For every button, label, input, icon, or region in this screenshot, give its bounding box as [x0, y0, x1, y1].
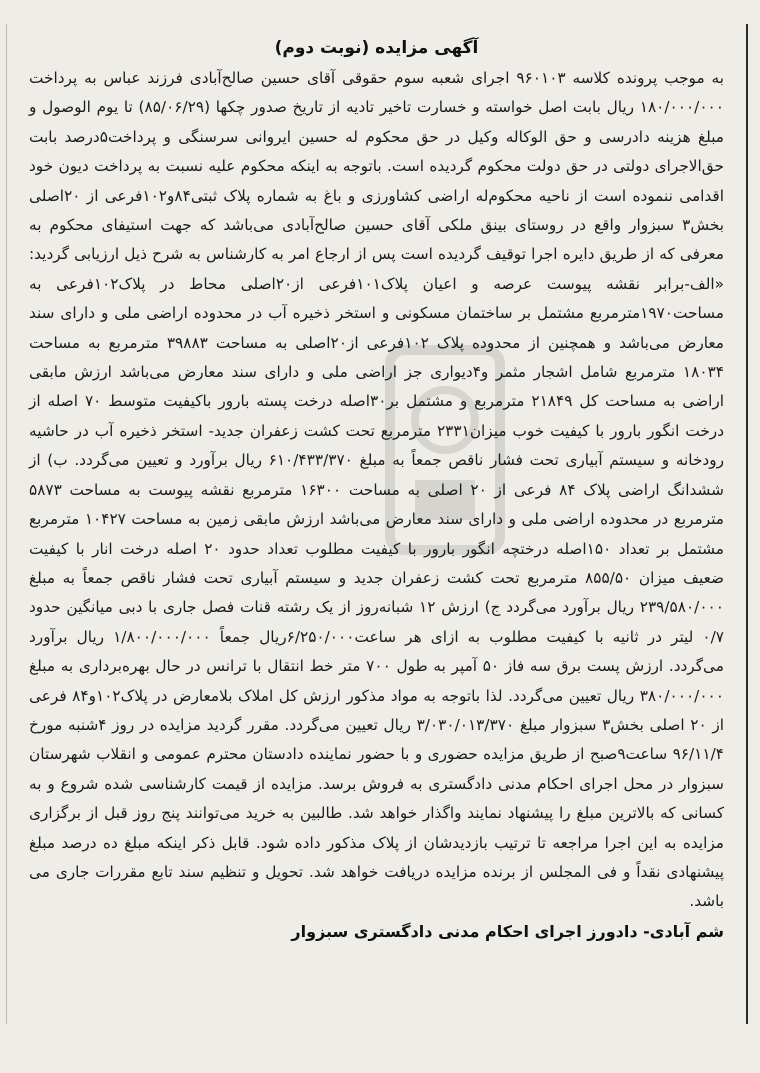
notice-body: به موجب پرونده کلاسه ۹۶۰۱۰۳ اجرای شعبه سوم حقوقی آقای حسین صالح‌آبادی فرزند عباس به پرداخت ۱۸۰/۰۰۰/۰۰۰ ریال بابت اصل خواسته و خسارت تاخیر تادیه از تاریخ صدور چکها (۸۵/۰۶/۲۹) تا یوم الوصول و مبلغ هزینه دادرسی و حق الوکاله وکیل در حق محکوم له حسین ایروانی سرسنگی و پرداخت۵درصد بابت حق‌الاجرای دولتی در حق دولت محکوم گردیده است. باتوجه به اینکه محکوم علیه نسبت به پرداخت دیون خود اقدامی ننموده است از ناحیه محکوم‌له اراضی کشاورزی و باغ به شماره پلاک ثبتی۸۴و۱۰۲فرعی از ۲۰اصلی بخش۳ سبزوار واقع در روستای بینق ملکی آقای حسین صالح‌آبادی می‌باشد که جهت استیفای محکوم به معرفی که از طریق دایره اجرا توقیف گردیده است پس از ارجاع امر به کارشناس به شرح ذیل ارزیابی گردید: «الف-برابر نقشه پیوست عرصه و اعیان پلاک۱۰۱فرعی از۲۰اصلی محاط در پلاک۱۰۲فرعی به مساحت۱۹۷۰مترمربع مشتمل بر ساختمان مسکونی و استخر ذخیره آب در محدوده اراضی ملی و دارای سند معارض می‌باشد و همچنین از محدوده پلاک ۱۰۲فرعی از۲۰اصلی به مساحت ۳۹۸۸۳ مترمربع به مساحت ۱۸۰۳۴ مترمربع شامل اشجار مثمر و۴دیواری جز اراضی ملی و دارای سند معارض می‌باشد ارزش مابقی اراضی به مساحت کل ۲۱۸۴۹ مترمربع و مشتمل بر۳۰اصله درخت پسته بارور باکیفیت متوسط ۷۰ اصله از درخت انگور بارور با کیفیت خوب میزان۲۳۳۱ مترمربع تحت کشت زعفران جدید- استخر ذخیره آب در حاشیه رودخانه و سیستم آبیاری تحت فشار ناقص جمعاً به مبلغ ۶۱۰/۴۳۳/۳۷۰ ریال برآورد و تعیین می‌گردد. ب) از ششدانگ اراضی پلاک ۸۴ فرعی از ۲۰ اصلی به مساحت ۱۶۳۰۰ مترمربع نقشه پیوست به مساحت ۵۸۷۳ مترمربع در محدوده اراضی ملی و دارای سند معارض می‌باشد ارزش مابقی زمین به مساحت ۱۰۴۲۷ مترمربع مشتمل بر تعداد ۱۵۰اصله درختچه انگور بارور با کیفیت مطلوب تعداد حدود ۲۰ اصله درخت انار با کیفیت ضعیف میزان ۸۵۵/۵۰ مترمربع تحت کشت زعفران جدید و سیستم آبیاری تحت فشار ناقص جمعاً به مبلغ ۲۳۹/۵۸۰/۰۰۰ ریال برآورد می‌گردد ج) ارزش ۱۲ شبانه‌روز از یک رشته قنات فصل جاری با دبی میانگین حدود ۰/۷ لیتر در ثانیه با کیفیت مطلوب به ازای هر ساعت۶/۲۵۰/۰۰۰ریال جمعاً ۱/۸۰۰/۰۰۰/۰۰۰ ریال برآورد می‌گردد. ارزش پست برق سه فاز ۵۰ آمپر به طول ۷۰۰ متر خط انتقال با ترانس در حال بهره‌برداری به مبلغ ۳۸۰/۰۰۰/۰۰۰ ریال تعیین می‌گردد. لذا باتوجه به مواد مذکور ارزش کل املاک بلامعارض در پلاک۱۰۲و۸۴ فرعی از ۲۰ اصلی بخش۳ سبزوار مبلغ ۳/۰۳۰/۰۱۳/۳۷۰ ریال تعیین می‌گردد. مقرر گردید مزایده در روز ۴شنبه مورخ ۹۶/۱۱/۴ ساعت۹صبح از طریق مزایده حضوری و با حضور نماینده دادستان محترم عمومی و انقلاب شهرستان سبزوار در محل اجرای احکام مدنی دادگستری به فروش برسد. مزایده از قیمت کارشناسی شده شروع و به کسانی که بالاترین مبلغ را پیشنهاد نمایند واگذار خواهد شد. طالبین به خرید می‌توانند پنج روز قبل از برگزاری مزایده به این اجرا مراجعه تا ترتیب بازدیدشان از پلاک مذکور داده شود. قابل ذکر اینکه مبلغ ده درصد مبلغ پیشنهادی نقداً و فی المجلس از برنده مزایده دریافت خواهد شد. تحویل و تنظیم سند تابع مقررات جاری می باشد.: [29, 69, 725, 911]
auction-notice-clipping: [6, 24, 748, 1024]
notice-title: آگهی مزایده (نوبت دوم): [274, 38, 479, 58]
notice-signature: شم آبادی- دادورز اجرای احکام مدنی دادگستری سبزوار: [291, 921, 724, 941]
